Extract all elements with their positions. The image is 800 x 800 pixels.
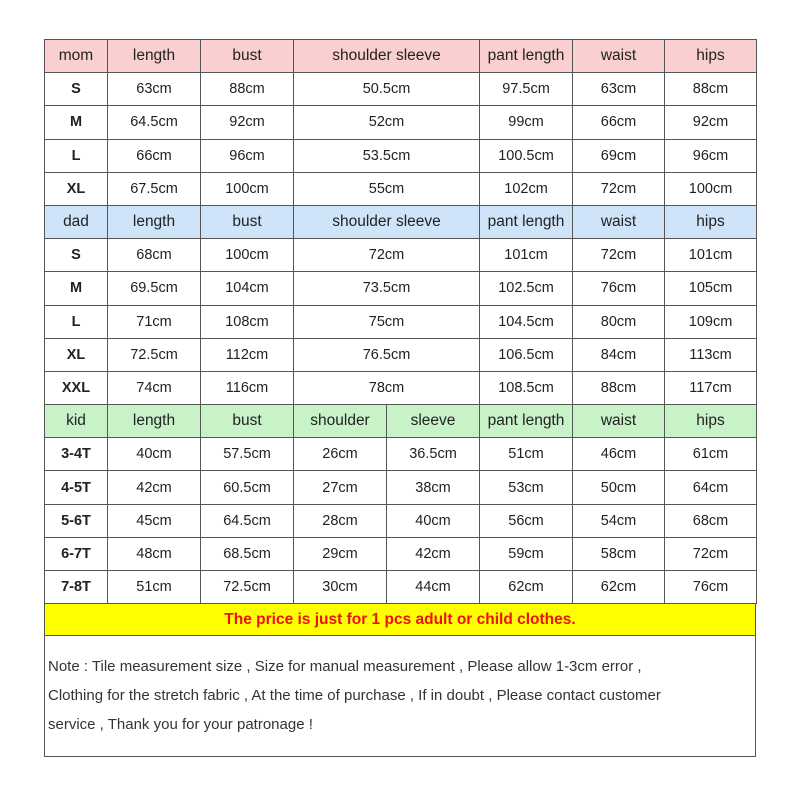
header-bust: bust [201,405,294,438]
measurement-note [44,636,756,757]
shoulder-sleeve-cell: 72cm [294,239,480,272]
shoulder-sleeve-cell: 53.5cm [294,139,480,172]
length-cell: 71cm [108,305,201,338]
length-cell: 66cm [108,139,201,172]
mom-header-row [45,40,757,73]
size-label: M [45,106,108,139]
hips-cell: 109cm [665,305,757,338]
kid-section-label: kid [45,405,108,438]
note-line: Clothing for the stretch fabric , At the time of purchase , If in doubt , Please contact customer [48,687,661,705]
pant-length-cell: 99cm [480,106,573,139]
header-length: length [108,205,201,238]
size-label: 3-4T [45,438,108,471]
waist-cell: 84cm [573,338,665,371]
size-label: S [45,239,108,272]
bust-cell: 108cm [201,305,294,338]
bust-cell: 116cm [201,371,294,404]
dad-row [45,371,757,404]
bust-cell: 112cm [201,338,294,371]
hips-cell: 101cm [665,239,757,272]
size-label: L [45,139,108,172]
pant-length-cell: 53cm [480,471,573,504]
shoulder-sleeve-cell: 73.5cm [294,272,480,305]
hips-cell: 72cm [665,537,757,570]
bust-cell: 104cm [201,272,294,305]
sleeve-cell: 40cm [387,504,480,537]
kid-row [45,537,757,570]
hips-cell: 96cm [665,139,757,172]
shoulder-cell: 30cm [294,571,387,604]
size-label: 4-5T [45,471,108,504]
kid-row [45,438,757,471]
header-hips: hips [665,405,757,438]
bust-cell: 88cm [201,73,294,106]
shoulder-cell: 29cm [294,537,387,570]
size-label: XL [45,172,108,205]
length-cell: 63cm [108,73,201,106]
waist-cell: 66cm [573,106,665,139]
header-pant-length: pant length [480,205,573,238]
hips-cell: 76cm [665,571,757,604]
dad-row [45,305,757,338]
dad-row [45,338,757,371]
bust-cell: 92cm [201,106,294,139]
length-cell: 72.5cm [108,338,201,371]
hips-cell: 61cm [665,438,757,471]
header-shoulder: shoulder [294,405,387,438]
length-cell: 64.5cm [108,106,201,139]
waist-cell: 46cm [573,438,665,471]
bust-cell: 100cm [201,172,294,205]
kid-row [45,504,757,537]
sleeve-cell: 36.5cm [387,438,480,471]
shoulder-cell: 28cm [294,504,387,537]
hips-cell: 100cm [665,172,757,205]
bust-cell: 100cm [201,239,294,272]
shoulder-sleeve-cell: 55cm [294,172,480,205]
waist-cell: 58cm [573,537,665,570]
bust-cell: 64.5cm [201,504,294,537]
header-hips: hips [665,40,757,73]
pant-length-cell: 59cm [480,537,573,570]
mom-row [45,172,757,205]
bust-cell: 68.5cm [201,537,294,570]
hips-cell: 117cm [665,371,757,404]
pant-length-cell: 106.5cm [480,338,573,371]
waist-cell: 69cm [573,139,665,172]
length-cell: 45cm [108,504,201,537]
mom-section-label: mom [45,40,108,73]
waist-cell: 72cm [573,172,665,205]
header-shoulder-sleeve: shoulder sleeve [294,40,480,73]
waist-cell: 62cm [573,571,665,604]
hips-cell: 113cm [665,338,757,371]
pant-length-cell: 100.5cm [480,139,573,172]
bust-cell: 57.5cm [201,438,294,471]
size-label: 6-7T [45,537,108,570]
pant-length-cell: 51cm [480,438,573,471]
kid-row [45,471,757,504]
pant-length-cell: 102cm [480,172,573,205]
shoulder-cell: 26cm [294,438,387,471]
header-shoulder-sleeve: shoulder sleeve [294,205,480,238]
waist-cell: 76cm [573,272,665,305]
length-cell: 48cm [108,537,201,570]
waist-cell: 72cm [573,239,665,272]
shoulder-sleeve-cell: 52cm [294,106,480,139]
size-label: M [45,272,108,305]
mom-row [45,73,757,106]
hips-cell: 105cm [665,272,757,305]
header-waist: waist [573,405,665,438]
shoulder-sleeve-cell: 76.5cm [294,338,480,371]
sleeve-cell: 44cm [387,571,480,604]
header-waist: waist [573,205,665,238]
header-bust: bust [201,205,294,238]
length-cell: 40cm [108,438,201,471]
length-cell: 42cm [108,471,201,504]
kid-header-row [45,405,757,438]
hips-cell: 64cm [665,471,757,504]
shoulder-cell: 27cm [294,471,387,504]
dad-section-label: dad [45,205,108,238]
sleeve-cell: 42cm [387,537,480,570]
pant-length-cell: 97.5cm [480,73,573,106]
bust-cell: 60.5cm [201,471,294,504]
note-line: service , Thank you for your patronage ! [48,716,313,734]
note-line: Note : Tile measurement size , Size for manual measurement , Please allow 1-3cm error , [48,658,642,676]
size-label: 7-8T [45,571,108,604]
hips-cell: 88cm [665,73,757,106]
header-pant-length: pant length [480,405,573,438]
size-label: 5-6T [45,504,108,537]
size-label: XXL [45,371,108,404]
header-hips: hips [665,205,757,238]
shoulder-sleeve-cell: 50.5cm [294,73,480,106]
length-cell: 68cm [108,239,201,272]
header-sleeve: sleeve [387,405,480,438]
waist-cell: 63cm [573,73,665,106]
size-label: S [45,73,108,106]
length-cell: 67.5cm [108,172,201,205]
mom-row [45,106,757,139]
dad-header-row [45,205,757,238]
header-length: length [108,40,201,73]
bust-cell: 96cm [201,139,294,172]
waist-cell: 80cm [573,305,665,338]
hips-cell: 92cm [665,106,757,139]
pant-length-cell: 108.5cm [480,371,573,404]
size-chart [44,39,756,759]
shoulder-sleeve-cell: 75cm [294,305,480,338]
hips-cell: 68cm [665,504,757,537]
kid-row [45,571,757,604]
pant-length-cell: 56cm [480,504,573,537]
waist-cell: 50cm [573,471,665,504]
sleeve-cell: 38cm [387,471,480,504]
length-cell: 74cm [108,371,201,404]
size-label: L [45,305,108,338]
mom-row [45,139,757,172]
length-cell: 51cm [108,571,201,604]
bust-cell: 72.5cm [201,571,294,604]
size-table [44,39,757,604]
size-label: XL [45,338,108,371]
dad-row [45,272,757,305]
pant-length-cell: 102.5cm [480,272,573,305]
header-pant-length: pant length [480,40,573,73]
waist-cell: 88cm [573,371,665,404]
length-cell: 69.5cm [108,272,201,305]
shoulder-sleeve-cell: 78cm [294,371,480,404]
pant-length-cell: 62cm [480,571,573,604]
header-length: length [108,405,201,438]
pant-length-cell: 101cm [480,239,573,272]
header-bust: bust [201,40,294,73]
waist-cell: 54cm [573,504,665,537]
dad-row [45,239,757,272]
pant-length-cell: 104.5cm [480,305,573,338]
header-waist: waist [573,40,665,73]
price-notice-banner: The price is just for 1 pcs adult or child clothes. [44,604,756,636]
